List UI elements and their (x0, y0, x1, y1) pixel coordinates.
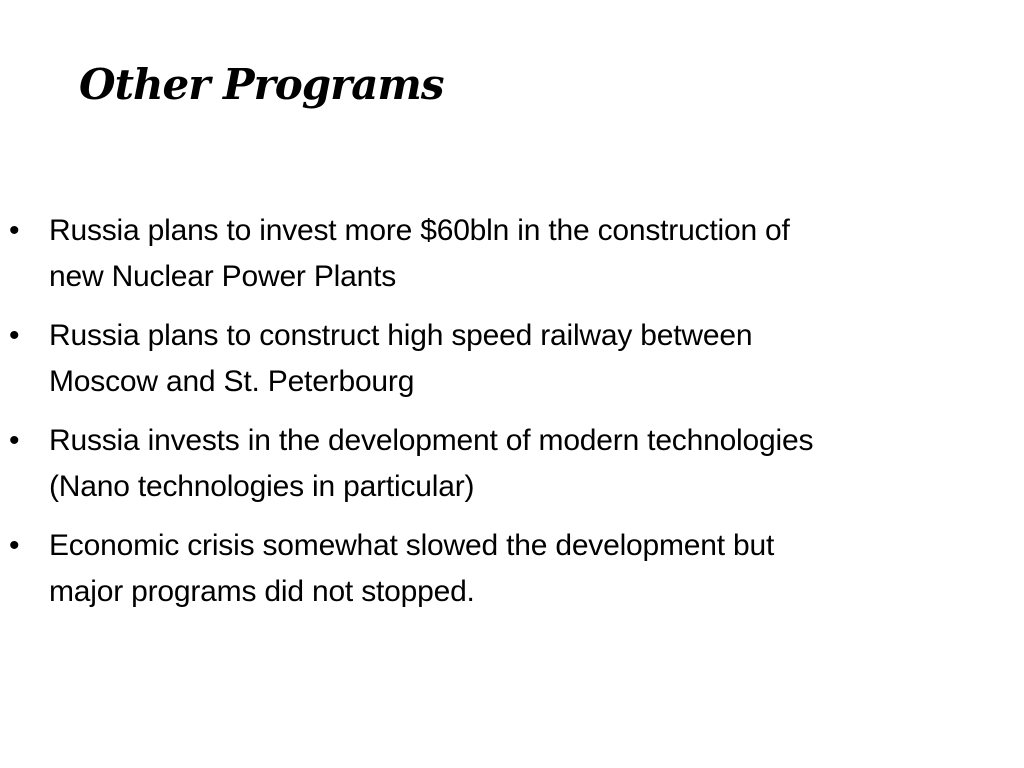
bullet-item (0, 208, 1010, 300)
bullet-line: (Nano technologies in particular) (49, 470, 475, 503)
bullet-line: major programs did not stopped. (49, 575, 475, 608)
bullet-line: Russia plans to invest more $60bln in the construction of (49, 214, 790, 247)
bullet-dot-icon: • (9, 319, 20, 352)
bullet-dot-icon: • (9, 424, 20, 457)
bullet-dot-icon: • (9, 214, 20, 247)
bullet-line: Moscow and St. Peterbourg (49, 365, 415, 398)
bullet-dot-icon: • (9, 529, 20, 562)
bullet-item (0, 523, 1010, 615)
bullet-item (0, 313, 1010, 405)
bullet-line: Russia plans to construct high speed railway between (49, 319, 753, 352)
bullet-line: Economic crisis somewhat slowed the development but (49, 529, 775, 562)
slide-title: Other Programs (79, 60, 444, 109)
bullet-list (0, 208, 1010, 628)
bullet-item (0, 418, 1010, 510)
bullet-line: new Nuclear Power Plants (49, 260, 397, 293)
bullet-line: Russia invests in the development of modern technologies (49, 424, 814, 457)
